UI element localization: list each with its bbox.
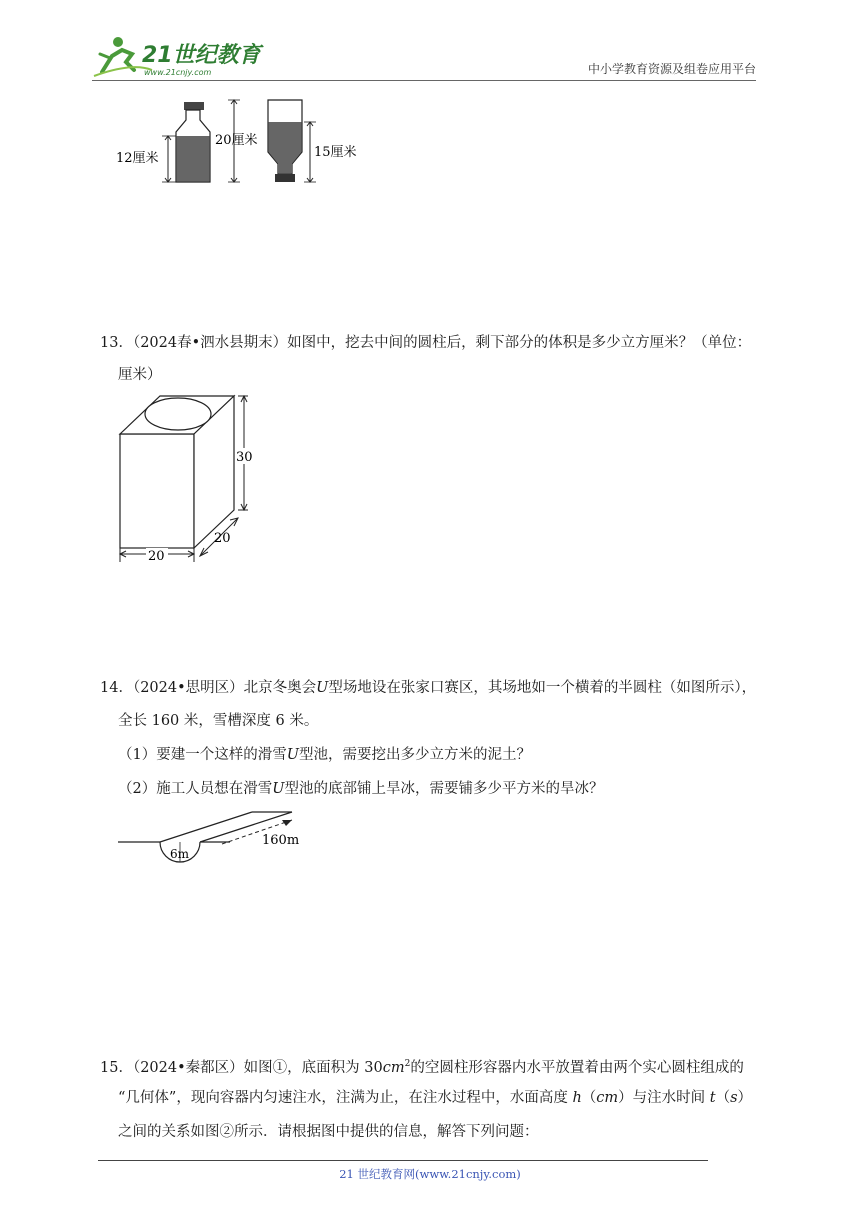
logo-url: www.21cnjy.com <box>144 68 212 77</box>
q14-sub1 <box>118 741 531 769</box>
q15-line3-a: 之间的关系如图 <box>118 1124 220 1140</box>
site-logo <box>92 32 272 80</box>
q14-line1-b: 型场地设在张家口赛区，其场地如一个横着的半圆柱（如图所示）， <box>328 680 757 696</box>
q13-depth-label: 20 <box>214 531 231 546</box>
q15-line1 <box>100 1050 744 1082</box>
q14-sub2-a: （2）施工人员想在滑雪 <box>118 781 273 797</box>
q15-line1-c: 的空圆柱形容器内水平放置着由两个实心圆柱组成的 <box>410 1059 744 1076</box>
half-pipe-diagram-icon <box>116 808 316 872</box>
q14-line1-a: 14．（2024•思明区）北京冬奥会 <box>100 680 317 696</box>
platform-name: 中小学教育资源及组卷应用平台 <box>587 62 756 76</box>
q15-line2 <box>118 1084 752 1112</box>
q14-sub1-u: U <box>286 747 299 763</box>
q14-line1 <box>100 674 756 702</box>
q15-line1-a: 15．（2024•秦都区）如图 <box>100 1059 273 1076</box>
q14-sub2-b: 型池的底部铺上旱冰，需要铺多少平方米的旱冰？ <box>284 781 604 797</box>
q13-line1: 13．（2024春•泗水县期末）如图中，挖去中间的圆柱后，剩下部分的体积是多少立方厘米？（单位： <box>100 335 752 351</box>
q15-var-t: t <box>709 1090 716 1106</box>
q14-depth-label: 6m <box>170 847 190 861</box>
q15-exp: 2 <box>404 1059 411 1069</box>
q15-line2-b: （ <box>581 1090 597 1106</box>
q15-var-h: h <box>572 1090 582 1106</box>
circle-one: ① <box>272 1059 288 1076</box>
footer-divider <box>98 1160 708 1161</box>
circle-two: ② <box>219 1124 234 1140</box>
q15-line2-d: （ <box>715 1090 731 1106</box>
q15-line2-e: ） <box>737 1090 753 1106</box>
bottle-diagram-icon <box>112 96 372 188</box>
q14-figure <box>116 808 316 872</box>
q14-length-label: 160m <box>262 833 300 848</box>
q13-width-label: 20 <box>148 549 165 564</box>
footer-site-link[interactable]: 21 世纪教育网(www.21cnjy.com) <box>339 1167 521 1181</box>
q13-line2: 厘米） <box>118 367 162 383</box>
label-12cm: 12厘米 <box>116 151 159 166</box>
q15-line3 <box>118 1118 539 1146</box>
q15-line3-b: 所示．请根据图中提供的信息，解答下列问题： <box>234 1124 539 1140</box>
q13-height-label: 30 <box>236 450 253 465</box>
q15-line2-a: “几何体”，现向容器内匀速注水，注满为止，在注水过程中，水面高度 <box>118 1090 568 1106</box>
q15-unit-cm: cm <box>382 1059 405 1076</box>
q14-sub1-a: （1）要建一个这样的滑雪 <box>118 747 287 763</box>
q14-line2: 全长 160 米，雪槽深度 6 米。 <box>118 713 319 729</box>
cuboid-cylinder-diagram-icon <box>112 390 272 566</box>
q15-line1-b: ，底面积为 30 <box>287 1059 383 1076</box>
q15-unit-s: s <box>730 1090 738 1106</box>
q14-var-u: U <box>316 680 329 696</box>
bottle-figure <box>112 96 372 188</box>
q14-sub1-b: 型池，需要挖出多少立方米的泥土？ <box>298 747 531 763</box>
q13-figure <box>112 390 272 566</box>
runner-logo-icon <box>92 32 272 80</box>
label-20cm: 20厘米 <box>215 133 258 148</box>
header-divider <box>92 80 756 81</box>
logo-text: 21世纪教育 <box>142 43 261 68</box>
label-15cm: 15厘米 <box>314 145 357 160</box>
q14-sub2-u: U <box>272 781 285 797</box>
q15-unit-cm2: cm <box>596 1090 619 1106</box>
q15-line2-c: ）与注水时间 <box>618 1090 706 1106</box>
q14-sub2 <box>118 775 603 803</box>
